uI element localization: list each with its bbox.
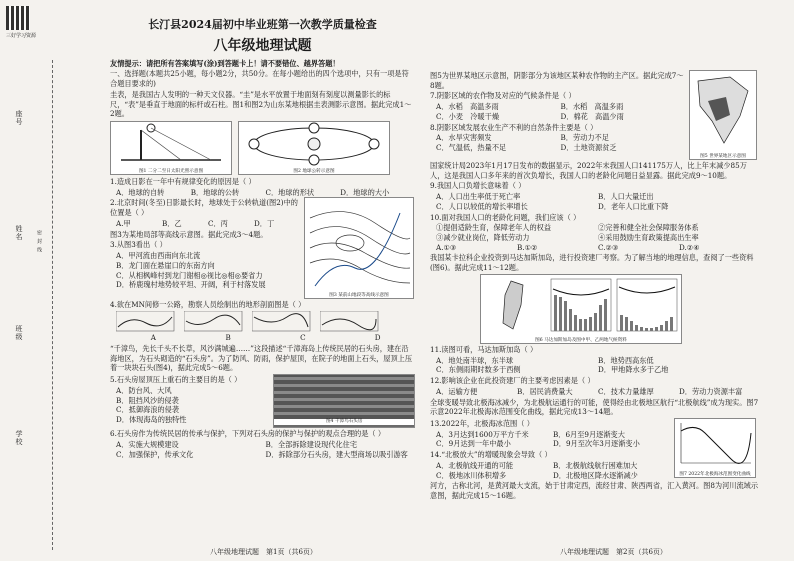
q12-options bbox=[436, 387, 760, 397]
q4-option-b: B bbox=[225, 333, 231, 343]
section-1-heading: 一、选择题(本题共25小题，每小题2分，共50分。在每小题给出的四个选项中，只有一项是符合题目要求的) bbox=[110, 69, 409, 89]
q7-option-c: C．小麦 冷暖干燥 bbox=[436, 111, 500, 121]
q5-option-a: A．防台风、大风 bbox=[116, 385, 172, 395]
q7-option-b: B．水稻 高温多雨 bbox=[560, 102, 624, 112]
school-label: 学校 bbox=[15, 430, 23, 446]
q7-options bbox=[436, 102, 685, 121]
profile-b-icon bbox=[184, 311, 244, 333]
q9-option-d: D．老年人口比重下降 bbox=[598, 201, 669, 211]
page-1 bbox=[110, 0, 415, 459]
q6-options bbox=[116, 440, 415, 459]
q13-q14-text bbox=[430, 418, 670, 480]
q10-statement-2: ②完善和健全社会保障服务体系 bbox=[598, 223, 699, 233]
q11-option-c: C．东侧雨期时数多于西侧 bbox=[436, 365, 521, 375]
q10-options bbox=[436, 243, 760, 253]
exam-title: 长汀县2024届初中毕业班第一次教学质量检查 bbox=[148, 18, 377, 31]
q11-option-b: B．地势西高东低 bbox=[598, 355, 654, 365]
q2-option-d: D．丁 bbox=[254, 218, 275, 228]
question-11: 11.读图可看，马达加斯加岛（ ） bbox=[430, 344, 538, 354]
q10-statement-4: ④采用鼓励生育政策提高出生率 bbox=[598, 233, 699, 243]
question-3: 3.从图3看出（ ） bbox=[110, 240, 167, 250]
sea-ice-curve bbox=[675, 419, 755, 469]
fig7 bbox=[674, 418, 756, 478]
qr-code-icon bbox=[6, 6, 30, 30]
q11-option-a: A．地处南半球，东半球 bbox=[436, 355, 514, 365]
fig1-caption: 图1 二分二至日太阳光照示意图 bbox=[138, 168, 204, 174]
fig5 bbox=[689, 70, 757, 160]
fig3 bbox=[304, 197, 414, 299]
seal-dashed-line bbox=[52, 60, 53, 550]
q13-option-d: D．9月至次年3月逐渐变小 bbox=[553, 439, 640, 449]
question-9: 9.我国人口负增长意味着（ ） bbox=[430, 181, 526, 191]
question-1: 1.造成日影在一年中有规律变化的原因是（ ） bbox=[110, 177, 256, 187]
q1-options bbox=[116, 188, 415, 198]
madagascar-climate-figure bbox=[481, 275, 681, 335]
page-1-footer: 八年级地理试题 第1页（共6页） bbox=[210, 548, 317, 556]
q3-option-a: A．甲河流由西南向东北流 bbox=[116, 251, 201, 261]
q6-option-a: A．实施大规模建设 bbox=[116, 439, 179, 449]
q1-option-c: C．地球的形状 bbox=[265, 187, 315, 197]
stone-house-photo bbox=[274, 375, 414, 419]
q8-options bbox=[436, 133, 685, 152]
question-12: 12.影响该企业在此投资建厂的主要考虑因素是（ ） bbox=[430, 376, 595, 386]
q4-option-a: A bbox=[150, 333, 156, 343]
q13-q14-block bbox=[430, 418, 760, 480]
gnomon-diagram bbox=[111, 122, 231, 166]
intro-3: 图3为某地局部等高线示意图。据此完成3～4题。 bbox=[110, 229, 268, 239]
q10-option-d: D.②④ bbox=[679, 242, 700, 252]
question-10: 10.面对我国人口的老龄化问题，我们应该（ ） bbox=[430, 212, 581, 222]
seal-line-text: 密 封 线 bbox=[36, 230, 42, 254]
q5-block bbox=[110, 374, 415, 428]
q7-option-a: A．水稻 高温多雨 bbox=[436, 102, 499, 112]
q9-option-b: B．人口大量迁出 bbox=[598, 192, 654, 202]
q1-option-b: B．地球的公转 bbox=[190, 187, 240, 197]
profile-d-icon bbox=[320, 311, 380, 333]
fig4-caption: 图4 千漳鸟石头房 bbox=[274, 419, 414, 425]
q12-option-b: B．居民消费量大 bbox=[517, 386, 573, 396]
q5-option-d: D．体现海岛的独特性 bbox=[116, 414, 187, 424]
q8-option-c: C．气温低，热量不足 bbox=[436, 143, 507, 153]
qr-label: 三好学习资源 bbox=[6, 33, 37, 39]
intro-9: 国家统计局2023年1月17日发布的数据显示，2022年末我国人口141175万人，比上年末减少85万人，这是我国人口多年来的首次负增长，我国人口的老龄化问题日益显露。据此完成9～10题。 bbox=[430, 161, 747, 180]
intro-11: 我国某卡拉科企业投资到马达加斯加岛，进行投资建厂考察。为了解当地的地理信息，查阅了一些资料(图6)。据此完成11～12题。 bbox=[430, 253, 754, 273]
q4-option-c: C bbox=[300, 333, 306, 343]
notice: 友情提示：请把所有答案填写(涂)到答题卡上！请不要错位、越界答题！ bbox=[110, 58, 340, 68]
fig5-caption: 图5 世界某地区示意图 bbox=[700, 153, 746, 159]
q8-option-b: B．劳动力不足 bbox=[560, 133, 609, 143]
intro-15: 河方，古称北河，是黄河最大支流，始于甘肃定西，流经甘肃、陕西两省，汇入黄河。图8为河川流域示意图，据此完成15～16题。 bbox=[430, 481, 759, 500]
binding-margin bbox=[14, 80, 48, 540]
q13-option-c: C．9月达到一年中最小 bbox=[436, 439, 511, 449]
q13-option-b: B．6月至9月逐渐变大 bbox=[553, 429, 625, 439]
q6-option-c: C．加强保护，传承文化 bbox=[116, 449, 194, 459]
q5-options bbox=[116, 386, 269, 425]
q5-option-b: B．阻挡风沙的侵袭 bbox=[116, 395, 179, 405]
name-label: 姓名 bbox=[15, 225, 23, 241]
orbit-diagram bbox=[239, 122, 389, 166]
fig6 bbox=[480, 274, 682, 344]
q12-option-c: C．技术力量雄厚 bbox=[598, 386, 654, 396]
q6-option-b: B．全部拆除建设现代化住宅 bbox=[265, 439, 358, 449]
q8-option-d: D．土地资源贫乏 bbox=[560, 143, 617, 153]
q12-option-a: A．运输方便 bbox=[436, 386, 478, 396]
q1-option-a: A．地球的自转 bbox=[116, 187, 165, 197]
q7-option-d: D．棉花 高温少雨 bbox=[560, 111, 624, 121]
subject-title: 八年级地理试题 bbox=[213, 37, 312, 54]
q3-options bbox=[116, 251, 300, 290]
q9-option-c: C．人口以较低的增长率增长 bbox=[436, 201, 528, 211]
fig4-photo bbox=[273, 374, 415, 428]
q4-option-d: D bbox=[374, 333, 381, 343]
q4-profiles bbox=[116, 311, 415, 333]
q14-option-b: B．北极航线航行困难加大 bbox=[553, 460, 638, 470]
q6-option-d: D．拆除部分石头房，建大型商场以吸引游客 bbox=[265, 449, 408, 459]
q4-options bbox=[116, 333, 415, 343]
fig3-caption: 图3 某前山地段等高线示意图 bbox=[329, 293, 389, 299]
q13-option-a: A．3月达到1600万平方千米 bbox=[436, 429, 529, 439]
question-2: 2.北京时间(冬至)日影最长时，地球处于公转轨道(图2)中的位置是（ ） bbox=[110, 198, 298, 218]
q10-statement-3: ③减少就业岗位，降低劳动力 bbox=[436, 233, 530, 243]
q2-option-b: B．乙 bbox=[162, 218, 182, 228]
q11-options bbox=[436, 356, 760, 375]
q2-options bbox=[116, 219, 300, 229]
q7-q8-text bbox=[430, 70, 685, 160]
page-2 bbox=[430, 70, 760, 502]
q10-option-b: B.①② bbox=[517, 242, 538, 252]
q12-option-d: D．劳动力资源丰富 bbox=[679, 386, 743, 396]
q10-statements bbox=[436, 223, 760, 242]
q13-options bbox=[436, 430, 670, 449]
q5-text bbox=[110, 374, 269, 428]
seat-number-label: 座号 bbox=[15, 110, 23, 126]
figures-1-2 bbox=[110, 121, 415, 175]
fig7-caption: 图7 2022年北极海冰范围变化曲线 bbox=[679, 471, 751, 477]
q9-option-a: A．人口出生率低于死亡率 bbox=[436, 192, 521, 202]
fig6-caption: 图6 马达加斯加岛及图中甲、乙两地气候资料 bbox=[535, 337, 627, 343]
q2-option-a: A.甲 bbox=[116, 218, 131, 228]
question-7: 7.阴影区域的农作物及对应的气候条件是（ ） bbox=[430, 91, 576, 101]
q14-option-d: D．北极地区降水逐渐减少 bbox=[553, 470, 638, 480]
q7-q8-block bbox=[430, 70, 760, 160]
q9-options bbox=[436, 192, 760, 211]
q14-option-c: C．极地冰川体积增多 bbox=[436, 470, 507, 480]
question-14: 14.“北极放大”的增暖现象会导致（ ） bbox=[430, 450, 552, 460]
q10-statement-1: ①提倡适龄生育，保障老年人的权益 bbox=[436, 223, 552, 233]
contour-map bbox=[305, 198, 413, 290]
q2-option-c: C．丙 bbox=[208, 218, 228, 228]
question-4: 4.欲在MN间修一公路，勘察人员绘制出的地形剖面图是（ ） bbox=[110, 300, 306, 310]
question-6: 6.石头房作为传统民居的传承与保护，下列对石头房的保护与保护的观点合理的是（ ） bbox=[110, 429, 386, 439]
q3-option-d: D．桥鹿瑰村地势较平坦、开阔，利于村落发展 bbox=[116, 280, 266, 290]
q3-option-c: C．从相枫峰村到龙门谢相◎视比◎相◎要省力 bbox=[116, 270, 263, 280]
intro-5: “千漳鸟，先长千头不长草，风沙满城遍……”这段描述“千漳海岛上传统民居的石头房，建在沿海地区，为石头砌造的“石头房”。为了防风、防雨，保护屋顶，在院子的地面上石头，屋顶上压着一块块石头(图4)，据此完成5～6题。 bbox=[110, 343, 413, 373]
q2-q3-block bbox=[110, 197, 415, 299]
fig2-caption: 图2 地球公转示意图 bbox=[293, 168, 335, 174]
page-2-footer: 八年级地理试题 第2页（共6页） bbox=[560, 548, 667, 556]
class-label: 班级 bbox=[15, 325, 23, 341]
region-map bbox=[690, 71, 756, 151]
intro-7: 图5为世界某地区示意图，阴影部分为该地区某种农作物的主产区。据此完成7～8题。 bbox=[430, 71, 684, 90]
q5-option-c: C．抵御海浪的侵袭 bbox=[116, 405, 180, 415]
question-8: 8.阴影区域发展农业生产不利的自然条件主要是（ ） bbox=[430, 122, 598, 132]
q8-option-a: A．水旱灾害频发 bbox=[436, 133, 492, 143]
q14-options bbox=[436, 461, 670, 480]
q10-option-c: C.②③ bbox=[598, 242, 619, 252]
fig1 bbox=[110, 121, 232, 175]
profile-a-icon bbox=[116, 311, 176, 333]
q3-option-b: B．龙门面在悬崖口的东南方向 bbox=[116, 260, 215, 270]
question-13: 13.2022年，北极海冰范围（ ） bbox=[430, 418, 534, 428]
intro-13: 全球变暖导致北极海冰减少，为北极航运通行的可能，使得经由北极地区航行“北极航线”成为现实。图7示意2022年北极海冰范围变化曲线，据此完成13～14题。 bbox=[430, 397, 759, 417]
q10-option-a: A.①③ bbox=[436, 242, 457, 252]
q2-q3-text bbox=[110, 197, 300, 299]
profile-c-icon bbox=[252, 311, 312, 333]
fig2 bbox=[238, 121, 390, 175]
intro-1: 圭表，是我国古人发明的一种天文仪器。“圭”是水平放置于地面刻有刻度以测量影长的标尺，“表”是垂直于地面的标杆或石柱。图1和图2为山东某地根据圭表测影示意图。据此完成1～2题。 bbox=[110, 89, 412, 119]
q11-option-d: D．甲地降水多于乙地 bbox=[598, 365, 669, 375]
q14-option-a: A．北极航线开通的可能 bbox=[436, 460, 514, 470]
q1-option-d: D．地球的大小 bbox=[340, 187, 390, 197]
question-5: 5.石头房屋顶压上重石的主要目的是（ ） bbox=[110, 375, 242, 385]
